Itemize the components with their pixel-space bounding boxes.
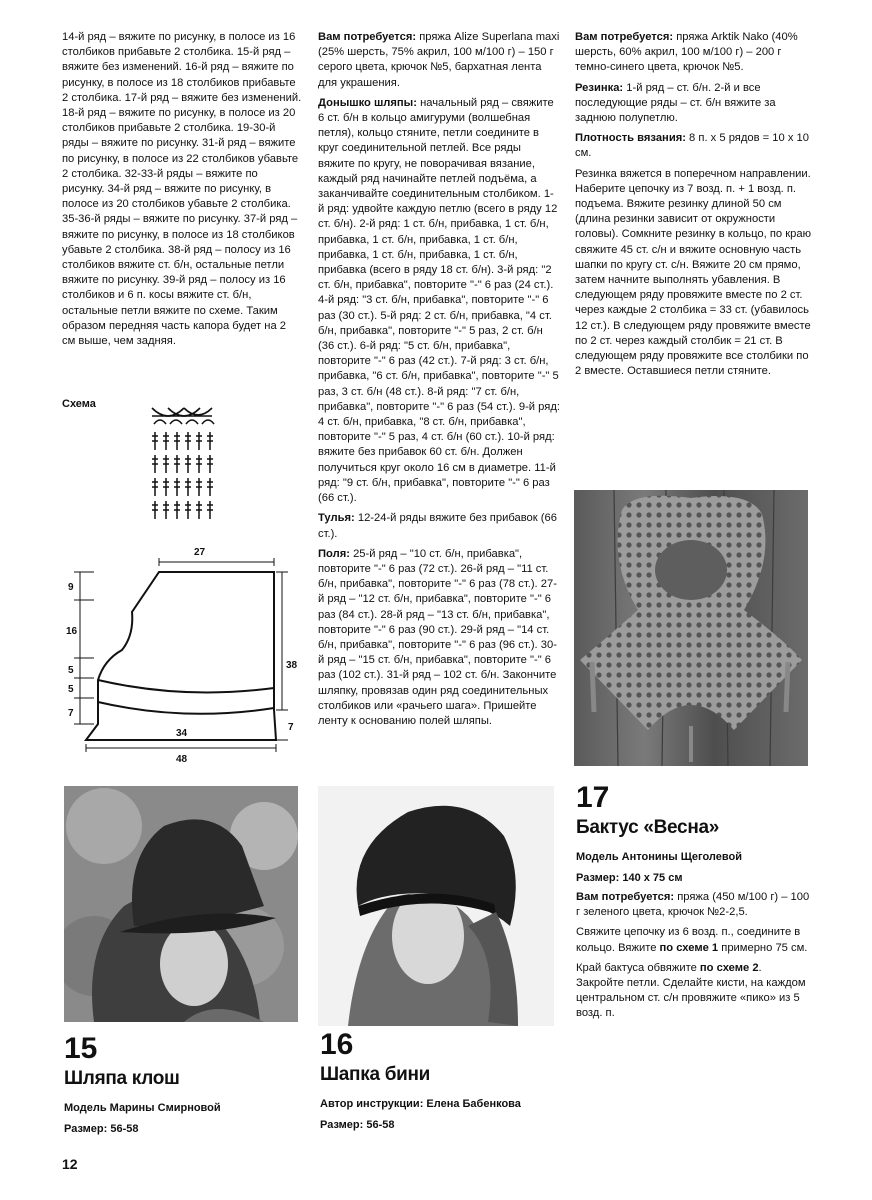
- column-3-text: [575, 30, 813, 384]
- schema-label: Схема: [62, 398, 96, 410]
- item-17-size: Размер: 140 х 75 см: [576, 872, 683, 884]
- hood-pattern-diagram: [64, 540, 304, 765]
- item-17-step-2: Край бактуса обвяжите по схеме 2. Закройте петли. Сделайте кисти, на каждом центральном ст. с/н провяжите «пико» из 5 возд. п.: [576, 961, 806, 1020]
- item-17-number: 17: [576, 781, 610, 814]
- hat-body: Тулья: 12-24-й ряды вяжите без прибавок (66 ст.).: [318, 512, 557, 540]
- column-1-text: [62, 30, 302, 354]
- dim-left-9: 9: [68, 582, 74, 593]
- item-17-title: Бактус «Весна»: [576, 817, 720, 838]
- page-number: 12: [62, 1156, 78, 1172]
- beanie-photo: [318, 786, 554, 1026]
- item-15-size: Размер: 56-58: [64, 1123, 139, 1135]
- item-16-title: Шапка бини: [320, 1064, 431, 1085]
- item-17-author: Модель Антонины Щеголевой: [576, 851, 742, 863]
- shawl-photo: [574, 490, 808, 766]
- dim-left-16: 16: [66, 626, 78, 637]
- dim-right-7: 7: [288, 722, 294, 733]
- hat-crown: Донышко шляпы: начальный ряд – свяжите 6 ст. б/н в кольцо амигуруми (волшебная петля), кольцо стяните, петли соедините в круг соединительной петлей. Все ряды вяжите по кругу, не поворачивая вязание, каждый ряд начинайте петлей подъёма, а заканчивайте соединительным столбиком. 1-й ряд: удвойте каждую петлю (всего в ряду 12 ст. б/н). 2-й ряд: 1 ст. б/н, прибавка, 1 ст. б/н, прибавка, 1 ст. б/н, прибавка, 1 ст. б/н, прибавка, 1 ст. б/н, прибавка, 1 ст. б/н, прибавка (всего в ряду 18 ст. б/н). 3-й ряд: "2 ст. б/н, прибавка", повторите "-" 6 раз (24 ст.). 4-й ряд: "3 ст. б/н, прибавка", повторите "-" 6 раз (30 ст.). 5-й ряд: 2 ст. б/н, прибавка, "4 ст. б/н, прибавка", повторите "-" 5 раз, 2 ст. б/н (36 ст.). 6-й ряд: "5 ст. б/н, прибавка", повторите "-" 6 раз (42 ст.). 7-й ряд: 3 ст. б/н, прибавка, "6 ст. б/н, прибавка", повторите "-" 5 раз, 3 ст. б/н (48 ст.). 8-й ряд: "7 ст. б/н, прибавка", повторите "-" 6 раз (54 ст.). 9-й ряд: 4 ст. б/н, прибавка, "8 ст. б/н, прибавка", повторите "-" 5 раз, 4 ст. б/н (60 ст.). 10-й ряд: вяжите без прибавок 60 ст. б/н. Должен получиться круг около 16 см в диаметре. 11-й ряд: "9 ст. б/н, прибавка", повторите "-" 6 раз (66 ст.).: [318, 96, 560, 505]
- item-17-step-1: Свяжите цепочку из 6 возд. п., соедините в кольцо. Вяжите по схеме 1 примерно 75 см.: [576, 926, 808, 954]
- item-16-author: Автор инструкции: Елена Бабенкова: [320, 1098, 521, 1110]
- dim-left-5a: 5: [68, 665, 74, 676]
- hat-brim: Поля: 25-й ряд – "10 ст. б/н, прибавка", повторите "-" 6 раз (72 ст.). 26-й ряд – "11 ст. б/н, прибавка", повторите "-" 6 раз (78 ст.). 27-й ряд – "12 ст. б/н, прибавка", повторите "-" 6 раз (84 ст.). 28-й ряд – "13 ст. б/н, прибавка", повторите "-" 6 раз (90 ст.). 29-й ряд – "14 ст. б/н, прибавка", повторите "-" 6 раз (96 ст.). 30-й ряд – "15 ст. б/н, прибавка", повторите "-" 6 раз (102 ст.). 31-й ряд – 102 ст. б/н. Закончите шляпку, провязав один ряд соединительных столбиков или «рачьего шага». Пришейте ленту к основанию полей шляпы.: [318, 547, 557, 727]
- item-15-number: 15: [64, 1032, 98, 1065]
- dim-left-5b: 5: [68, 684, 74, 695]
- beanie-materials: Вам потребуется: пряжа Arktik Nako (40% шерсть, 60% акрил, 100 м/100 г) – 200 г темно-синего цвета, крючок №5.: [575, 31, 798, 74]
- beanie-gauge: Плотность вязания: 8 п. х 5 рядов = 10 х 10 см.: [575, 132, 809, 160]
- dim-top: 27: [194, 547, 206, 558]
- item-16-meta: [320, 1097, 560, 1139]
- beanie-ribbing: Резинка: 1-й ряд – ст. б/н. 2-й и все последующие ряды – ст. б/н вяжите за заднюю полупетлю.: [575, 81, 776, 125]
- item-17-materials: Вам потребуется: пряжа (450 м/100 г) – 100 г зеленого цвета, крючок №2-2,5.: [576, 891, 810, 919]
- crochet-chart: [148, 404, 218, 524]
- column-2-text: [318, 30, 560, 734]
- item-16-number: 16: [320, 1028, 354, 1061]
- item-15-title: Шляпа клош: [64, 1068, 180, 1089]
- dim-right-38: 38: [286, 660, 298, 671]
- item-17-meta: [576, 850, 810, 892]
- item-15-meta: [64, 1101, 298, 1143]
- dim-left-7: 7: [68, 708, 74, 719]
- hat-materials: Вам потребуется: пряжа Alize Superlana maxi (25% шерсть, 75% акрил, 100 м/100 г) – 150 г серого цвета, крючок №5, бархатная лента для украшения.: [318, 31, 560, 89]
- item-15-author: Модель Марины Смирновой: [64, 1102, 221, 1114]
- dim-bottom-48: 48: [176, 754, 188, 765]
- item-17-text: [576, 890, 812, 1027]
- cloche-hat-photo: [64, 786, 298, 1022]
- hood-instructions: 14-й ряд – вяжите по рисунку, в полосе из 16 столбиков прибавьте 2 столбика. 15-й ряд – вяжите без изменений. 16-й ряд – вяжите по рисунку, в полосе из 18 столбиков прибавьте 2 столбика. 17-й ряд – вяжите без изменений. 18-й ряд – вяжите по рисунку, в полосе из 20 столбиков прибавьте 2 столбика. 19-30-й ряды – вяжите по рисунку. 31-й ряд – вяжите по рисунку, в полосе из 22 столбиков убавьте 2 столбика. 32-33-й ряды – вяжите по рисунку. 34-й ряд – вяжите по рисунку, в полосе из 20 столбиков убавьте 2 столбика. 35-36-й ряды – вяжите по рисунку. 37-й ряд – вяжите по рисунку, в полосе из 18 столбиков убавьте 2 столбика. 38-й ряд – полосу из 16 столбиков вяжите ст. б/н, остальные петли вяжите по рисунку. 39-й ряд – полосу из 16 столбиков и 6 п. косы вяжите ст. б/н, остальные петли вяжите по схеме. Таким образом передняя часть капора будет на 2 см выше, чем задняя.: [62, 31, 302, 348]
- item-16-size: Размер: 56-58: [320, 1119, 395, 1131]
- dim-inner-34: 34: [176, 728, 188, 739]
- beanie-instructions: Резинка вяжется в поперечном направлении. Наберите цепочку из 7 возд. п. + 1 возд. п. подъема. Вяжите резинку длиной 50 см (длина резинки зависит от окружности головы). Сомкните резинку в кольцо, по краю свяжите 45 ст. с/н и вяжите основную часть шапки по кругу ст. с/н. Вяжите 20 см прямо, затем начните выполнять убавления. В следующем ряду провяжите вместе по 2 ст. через каждые 2 столбика = 33 ст. (убавилось 12 ст.). В следующем ряду провяжите вместе по 2 ст. через каждый столбик = 21 ст. В следующем ряду провяжите все столбики по 2 вместе. Оставшиеся петли стяните.: [575, 167, 811, 378]
